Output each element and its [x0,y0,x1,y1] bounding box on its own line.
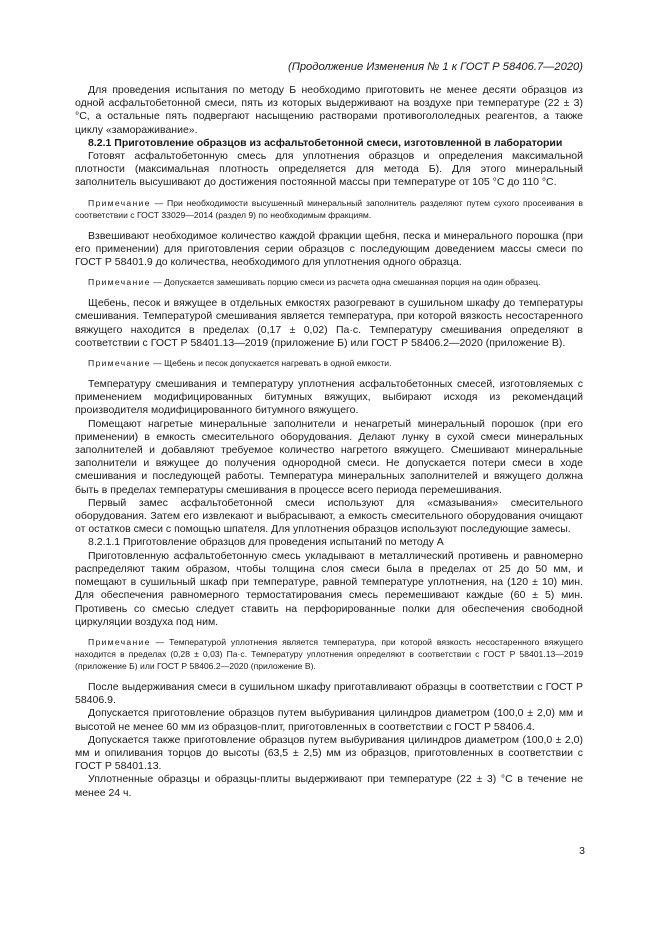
paragraph-curing: Уплотненные образцы и образцы-плиты выдерживают при температуре (22 ± 3) °С в течение не менее 24 ч. [75,773,583,799]
note-label: Примечание [88,277,151,288]
note-sieving [75,197,583,221]
note-label: Примечание [88,358,151,369]
paragraph-core-drilling: Допускается приготовление образцов путем выбуривания цилиндров диаметром (100,0 ± 2,0) мм и высотой не менее 60 мм из образцов-плит, приготовленных в соответствии с ГОСТ Р 58406.4. [75,707,583,733]
paragraph-weighing: Взвешивают необходимое количество каждой фракции щебня, песка и минерального порошка (при его применении) для приготовления серии образцов с последующим доведением массы смеси по ГОСТ Р 58401.9 до количества, необходимого для уплотнения одного образца. [75,229,583,269]
section-heading-8-2-1: 8.2.1 Приготовление образцов из асфальтобетонной смеси, изготовленной в лаборатории [88,136,563,149]
note-heating-container [75,357,583,369]
running-header: (Продолжение Изменения № 1 к ГОСТ Р 58406.7—2020) [287,61,583,73]
note-compaction-temperature [75,636,583,672]
note-label: Примечание [88,197,151,208]
note-text: — При необходимости высушенный минеральный заполнитель разделяют путем сухого просеивания в соответствии с ГОСТ 33029—2014 (раздел 9) по необходимым фракциям. [75,197,584,220]
paragraph-after-conditioning: После выдерживания смеси в сушильном шкафу приготавливают образцы в соответствии с ГОСТ Р 58406.9. [75,680,583,707]
subsection-heading-8-2-1-1: 8.2.1.1 Приготовление образцов для проведения испытаний по методу А [88,536,444,549]
note-portion [75,276,583,288]
paragraph-modified-binders: Температуру смешивания и температуру уплотнения асфальтобетонных смесей, изготовляемых с применением модифицированных битумных вяжущих, выбирают исходя из рекомендаций производителя модифицированного битумного вяжущего. [75,378,583,417]
paragraph-core-trimming: Допускается также приготовление образцов путем выбуривания цилиндров диаметром (100,0 ± 2,0) мм и опиливания торцов до высоты (63,5 ± 2,5) мм из образцов, приготовленных в соответствии с ГОСТ Р 58401.13. [75,733,583,773]
paragraph-conditioning: Приготовленную асфальтобетонную смесь укладывают в металлический противень и равномерно распределяют таким образом, чтобы толщина слоя смеси была в пределах от 25 до 50 мм, и помещают в сушильный шкаф при температуре, равной температуре уплотнения, на (120 ± 10) мин. Для обеспечения равномерного термостатирования смесь перемешивают каждые (60 ± 5) мин. Противень со смесью следует ставить на перфорированные полки для обеспечения свободной циркуляции воздуха под ним. [75,549,583,628]
note-text: — Температурой уплотнения является температура, при которой вязкость несостаренного вяжущего находится в пределах (0,28 ± 0,03) Па·с. Температуру уплотнения определяют в соответствии с ГОСТ Р 58401.13—2019 (приложение Б) или ГОСТ Р 58406.2—2020 (приложение В). [75,636,583,671]
document-body [75,84,583,800]
page-number: 3 [579,845,585,857]
paragraph-heating: Щебень, песок и вяжущее в отдельных емкостях разогревают в сушильном шкафу до температуры смешивания. Температурой смешивания является температура, при которой вязкость несостаренного вяжущего находится в пределах (0,17 ± 0,02) Па·с. Температуру смешивания определяют в соответствии с ГОСТ Р 58401.13—2019 (приложение Б) или ГОСТ Р 58406.2—2020 (приложение В). [75,297,583,349]
note-label: Примечание [88,636,151,647]
paragraph-first-batch: Первый замес асфальтобетонной смеси используют для «смазывания» смесительного оборудования. Затем его извлекают и выбрасывают, а емкость смесительного оборудования очищают от остатков смеси с помощью шпателя. Для уплотнения образцов используют последующие замесы. [75,496,583,536]
note-text: — Допускается замешивать порцию смеси из расчета одна смешанная порция на один образец. [153,277,541,288]
paragraph-prepare-mix: Готовят асфальтобетонную смесь для уплотнения образцов и определения максимальной плотности (максимальная плотность определяется для метода Б). Для этого минеральный заполнитель высушивают до достижения постоянной массы при температуре от 105 °С до 110 °С. [75,150,583,189]
note-text: — Щебень и песок допускается нагревать в одной емкости. [153,358,392,369]
paragraph-method-b-samples: Для проведения испытания по методу Б необходимо приготовить не менее десяти образцов из одной асфальтобетонной смеси, пять из которых выдерживают на воздухе при температуре (22 ± 3) °С, а остальные пять подвергают насыщению растворами противогололедных реагентов, а также циклу «замораживание». [75,84,583,136]
paragraph-mixing-procedure: Помещают нагретые минеральные заполнители и ненагретый минеральный порошок (при его применении) в емкость смесительного оборудования. Делают лунку в сухой смеси минеральных заполнителей и добавляют требуемое количество нагретого вяжущего. Смешивают минеральные заполнители и вяжущее до получения однородной смеси. Не допускается потери смеси в ходе смешивания и последующей работы. Температура минеральных заполнителей и вяжущего должна быть в пределах температуры смешивания в процессе всего периода перемешивания. [75,417,583,496]
